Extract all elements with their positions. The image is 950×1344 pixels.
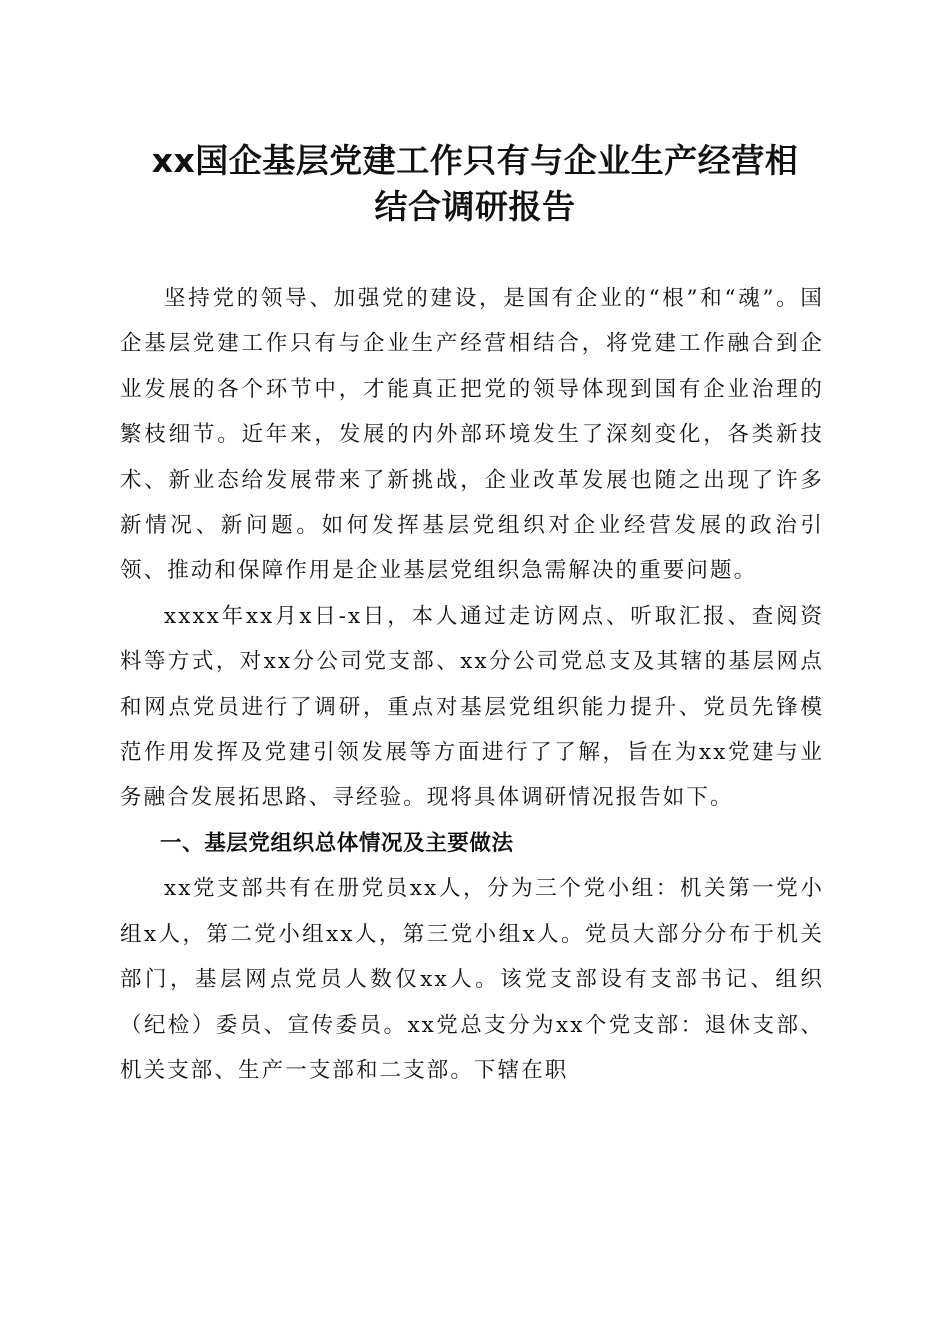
section-paragraph: xx党支部共有在册党员xx人，分为三个党小组：机关第一党小组x人，第二党小组xx人，第三党小组x人。党员大部分分布于机关部门，基层网点党员人数仅xx人。该党支部设有支部书记、组织（纪检）委员、宣传委员。xx党总支分为xx个党支部：退休支部、机关支部、生产一支部和二支部。下辖在职: [120, 876, 824, 1083]
research-paragraph: xxxx年xx月x日-x日，本人通过走访网点、听取汇报、查阅资料等方式，对xx分公司党支部、xx分公司党总支及其辖的基层网点和网点党员进行了调研，重点对基层党组织能力提升、党员先锋模范作用发挥及党建引领发展等方面进行了了解，旨在为xx党建与业务融合发展拓思路、寻经验。现将具体调研情况报告如下。: [120, 603, 824, 811]
document-title: [100, 138, 850, 230]
title-line-2: 结合调研报告: [374, 187, 576, 226]
title-line-1: xx国企基层党建工作只有与企业生产经营相: [151, 141, 799, 180]
intro-paragraph: 坚持党的领导、加强党的建设，是国有企业的“根”和“魂”。国企基层党建工作只有与企业生产经营相结合，将党建工作融合到企业发展的各个环节中，才能真正把党的领导体现到国有企业治理的繁枝细节。近年来，发展的内外部环境发生了深刻变化，各类新技术、新业态给发展带来了新挑战，企业改革发展也随之出现了许多新情况、新问题。如何发挥基层党组织对企业经营发展的政治引领、推动和保障作用是企业基层党组织急需解决的重要问题。: [120, 286, 824, 584]
section-heading: 一、基层党组织总体情况及主要做法: [160, 830, 514, 856]
document-body: [120, 276, 824, 1093]
